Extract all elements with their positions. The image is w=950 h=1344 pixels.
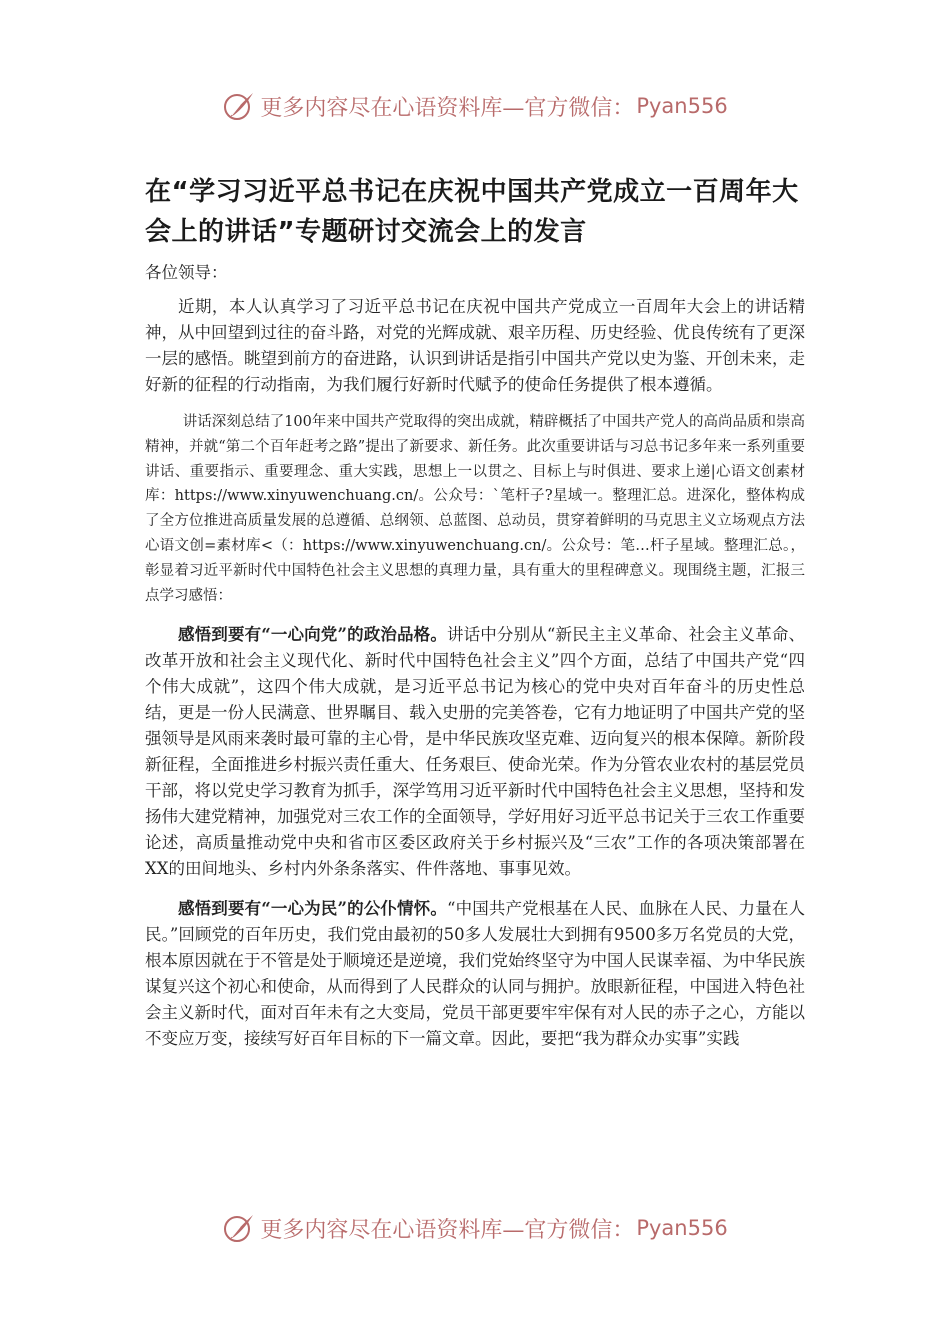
- point-one-text: 讲话中分别从“新民主主义革命、社会主义革命、改革开放和社会主义现代化、新时代中国特色社会主义”四个方面，总结了中国共产党“四个伟大成就”，这四个伟大成就，是习近平总书记为核心的党中央对百年奋斗的历史性总结，更是一份人民满意、世界瞩目、载入史册的完美答卷，它有力地证明了中国共产党的坚强领导是风雨来袭时最可靠的主心骨，是中华民族攻坚克难、迈向复兴的根本保障。新阶段新征程，全面推进乡村振兴责任重大、任务艰巨、使命光荣。作为分管农业农村的基层党员干部，将以党史学习教育为抓手，深学笃用习近平新时代中国特色社会主义思想，坚持和发扬伟大建党精神，加强党对三农工作的全面领导，学好用好习近平总书记关于三农工作重要论述，高质量推动党中央和省市区委区政府关于乡村振兴及“三农”工作的各项决策部署在XX的田间地头、乡村内外条条落实、件件落地、事事见效。: [145, 625, 806, 879]
- banner-text: 更多内容尽在心语资料库—官方微信：: [260, 95, 635, 121]
- wechat-id: Pyan556: [636, 94, 728, 118]
- point-two-heading: 感悟到要有“一心为民”的公仆情怀。: [178, 899, 447, 919]
- paragraph-summary: 讲话深刻总结了100年来中国共产党取得的突出成就，精辟概括了中国共产党人的高尚品质和崇高精神，并就“第二个百年赶考之路”提出了新要求、新任务。此次重要讲话与习总书记多年来一系列重要讲话、重要指示、重要理念、重大实践，思想上一以贯之、目标上与时俱进、要求上递|心语文创素材库：https://www.xinyuwenchuang.cn/。公众号：`笔杆子?星域一。整理汇总。进深化，整体构成了全方位推进高质量发展的总遵循、总纲领、总蓝图、总动员，贯穿着鲜明的马克思主义立场观点方法心语文创=素材库<（：https://www.xinyuwenchuang.cn/。公众号：笔…杆子星域。整理汇总。，彰显着习近平新时代中国特色社会主义思想的真理力量，具有重大的里程碑意义。现围绕主题，汇报三点学习感悟：: [145, 414, 805, 604]
- quill-feather-icon: [222, 1211, 256, 1245]
- document-body: [145, 172, 805, 1052]
- point-one-heading: 感悟到要有“一心向党”的政治品格。: [178, 625, 447, 645]
- wechat-id: Pyan556: [636, 1216, 728, 1240]
- salutation: 各位领导：: [145, 263, 228, 282]
- banner-text: 更多内容尽在心语资料库—官方微信：: [260, 1217, 635, 1243]
- paragraph-point-one: [145, 622, 805, 882]
- document-title: 在“学习习近平总书记在庆祝中国共产党成立一百周年大会上的讲话”专题研讨交流会上的发言: [145, 177, 799, 247]
- header-banner: [0, 86, 950, 126]
- quill-feather-icon: [222, 89, 256, 123]
- paragraph-intro: 近期，本人认真学习了习近平总书记在庆祝中国共产党成立一百周年大会上的讲话精神，从中回望到过往的奋斗路，对党的光辉成就、艰辛历程、历史经验、优良传统有了更深一层的感悟。眺望到前方的奋进路，认识到讲话是指引中国共产党以史为鉴、开创未来，走好新的征程的行动指南，为我们履行好新时代赋予的使命任务提供了根本遵循。: [145, 297, 805, 394]
- footer-banner: [0, 1208, 950, 1248]
- point-two-text: “中国共产党根基在人民、血脉在人民、力量在人民。”回顾党的百年历史，我们党由最初的50多人发展壮大到拥有9500多万名党员的大党，根本原因就在于不管是处于顺境还是逆境，我们党始终坚守为中国人民谋幸福、为中华民族谋复兴这个初心和使命，从而得到了人民群众的认同与拥护。放眼新征程，中国进入特色社会主义新时代，面对百年未有之大变局，党员干部更要牢牢保有对人民的赤子之心，方能以不变应万变，接续写好百年目标的下一篇文章。因此，要把“我为群众办实事”实践: [145, 899, 806, 1049]
- paragraph-point-two: [145, 896, 805, 1052]
